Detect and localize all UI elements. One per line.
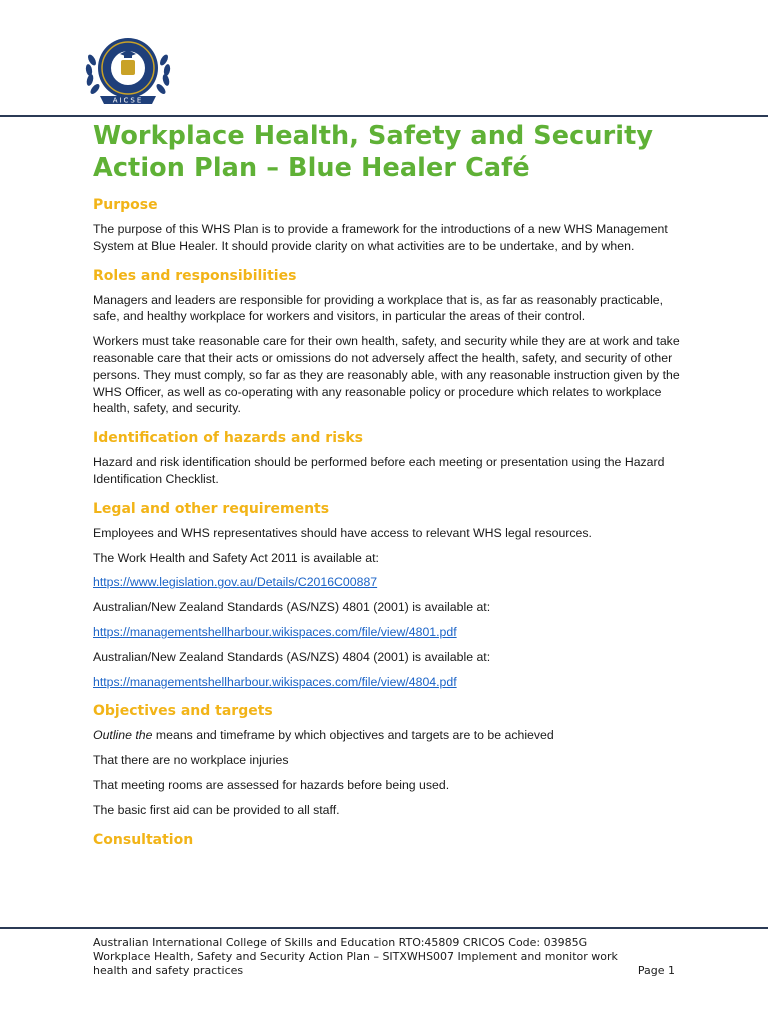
document-body — [93, 120, 683, 861]
page-footer — [93, 936, 675, 978]
paragraph — [93, 727, 683, 744]
section-heading: Legal and other requirements — [93, 500, 330, 517]
paragraph: Australian/New Zealand Standards (AS/NZS) 4804 (2001) is available at: — [93, 649, 491, 664]
paragraph: The purpose of this WHS Plan is to provide a framework for the introductions of a new WHS Management System at Blue Healer. It should provide clarity on what activities are to be undertake, and by when. — [93, 222, 668, 253]
paragraph: The basic first aid can be provided to all staff. — [93, 802, 340, 817]
paragraph: That meeting rooms are assessed for hazards before being used. — [93, 777, 450, 792]
paragraph: Employees and WHS representatives should have access to relevant WHS legal resources. — [93, 525, 592, 540]
paragraph: Managers and leaders are responsible for providing a workplace that is, as far as reasonably practicable, safe, and healthy workplace for workers and visitors, in particular the areas of their control. — [93, 292, 664, 324]
footer-line: health and safety practices — [93, 964, 244, 977]
standard-4804-link[interactable]: https://managementshellharbour.wikispaces.com/file/view/4804.pdf — [93, 674, 457, 689]
paragraph: Australian/New Zealand Standards (AS/NZS) 4801 (2001) is available at: — [93, 600, 491, 615]
italic-text: Outline the — [93, 728, 153, 743]
section-heading: Purpose — [93, 197, 158, 213]
section-heading: Consultation — [93, 831, 194, 848]
section-purpose — [93, 196, 683, 255]
college-logo — [78, 30, 178, 112]
paragraph: Workers must take reasonable care for their own health, safety, and security while they are at work and take reasonable care that their acts or omissions do not adversely affect the health, safety, and security of other persons. They must comply, so far as they are reasonably able, with any reasonable instruction given by the WHS Officer, as well as co-operating with any reasonable policy or procedure which relates to workplace health, safety, and security. — [93, 334, 680, 416]
footer-line: Workplace Health, Safety and Security Action Plan – SITXWHS007 Implement and monitor work — [93, 950, 618, 963]
paragraph-text: means and timeframe by which objectives and targets are to be achieved — [152, 728, 554, 743]
section-legal — [93, 500, 683, 691]
document-title: Workplace Health, Safety and Security Action Plan – Blue Healer Café — [93, 121, 654, 183]
logo-text: AICSE — [112, 96, 144, 105]
section-heading: Objectives and targets — [93, 703, 273, 720]
footer-rule — [0, 927, 768, 929]
page-number: Page 1 — [637, 964, 675, 977]
section-consultation — [93, 831, 683, 849]
paragraph: That there are no workplace injuries — [93, 753, 289, 768]
section-roles — [93, 267, 683, 418]
footer-line: Australian International College of Skills and Education RTO:45809 CRICOS Code: 03985G — [93, 936, 588, 949]
section-heading: Roles and responsibilities — [93, 267, 297, 284]
paragraph: Hazard and risk identification should be performed before each meeting or presentation using the Hazard Identification Checklist. — [93, 455, 665, 486]
section-objectives — [93, 702, 683, 818]
section-hazards — [93, 429, 683, 488]
paragraph: The Work Health and Safety Act 2011 is available at: — [93, 550, 379, 565]
standard-4801-link[interactable]: https://managementshellharbour.wikispaces.com/file/view/4801.pdf — [93, 624, 457, 639]
legislation-link[interactable]: https://www.legislation.gov.au/Details/C2016C00887 — [93, 575, 378, 590]
section-heading: Identification of hazards and risks — [93, 430, 363, 447]
header-rule — [0, 115, 768, 117]
